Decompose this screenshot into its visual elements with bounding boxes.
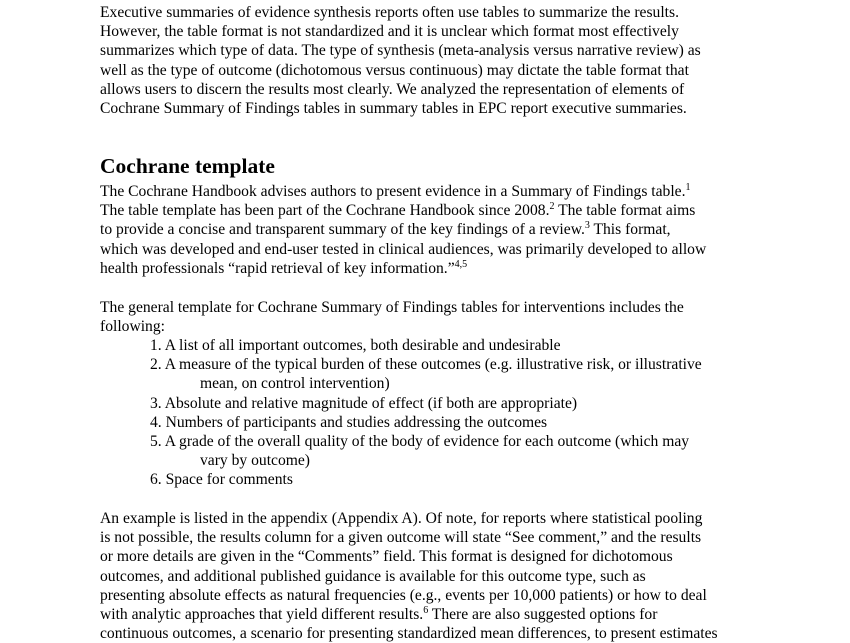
citation-4-5: 4,5 (454, 258, 468, 270)
para3-line-1: An example is listed in the appendix (Appendix A). Of note, for reports where statistical pooling (100, 510, 703, 527)
intro-paragraph (100, 3, 760, 118)
para2-line-2: following: (100, 318, 165, 336)
para1-line-5-text: health professionals “rapid retrieval of key information.” (100, 259, 455, 277)
para1-line-2-tail: The table format aims (554, 202, 696, 220)
template-elements-list (100, 336, 760, 490)
list-item: 1. A list of all important outcomes, both desirable and undesirable (150, 337, 561, 354)
citation-6: 6 (423, 604, 429, 616)
list-item-continuation: mean, on control intervention) (200, 375, 390, 393)
para3-line-5: presenting absolute effects as natural frequencies (e.g., events per 10,000 patients) or how to deal (100, 586, 707, 604)
para3-line-3: or more details are given in the “Comments” field. This format is designed for dichotomous (100, 548, 673, 566)
para1-line-2 (100, 201, 760, 220)
para1-line-4: which was developed and end-user tested in clinical audiences, was primarily developed to allow (100, 240, 707, 258)
intro-line-3: summarizes which type of data. The type of synthesis (meta-analysis versus narrative review) as (100, 42, 701, 60)
list-item: 3. Absolute and relative magnitude of effect (if both are appropriate) (150, 394, 578, 412)
list-item: 5. A grade of the overall quality of the body of evidence for each outcome (which may (150, 432, 690, 450)
para3-line-6-text: with analytic approaches that yield different results. (100, 605, 424, 623)
list-item: 2. A measure of the typical burden of these outcomes (e.g. illustrative risk, or illustrative (150, 356, 702, 374)
intro-line-2: However, the table format is not standardized and it is unclear which format most effectively (100, 23, 679, 41)
citation-2: 2 (549, 201, 555, 213)
intro-line-5: allows users to discern the results most clearly. We analyzed the representation of elements of (100, 80, 685, 98)
para1-line-1-text: The Cochrane Handbook advises authors to present evidence in a Summary of Findings table. (100, 183, 686, 200)
para1-line-2-text: The table template has been part of the Cochrane Handbook since 2008. (100, 202, 550, 220)
list-item: 6. Space for comments (150, 471, 293, 489)
para1-line-3-text: to provide a concise and transparent summary of the key findings of a review. (100, 221, 585, 239)
intro-line-1: Executive summaries of evidence synthesis reports often use tables to summarize the results. (100, 4, 679, 21)
para3-line-6-tail: There are also suggested options for (428, 605, 658, 623)
cochrane-handbook-paragraph (100, 182, 760, 278)
para2-line-1: The general template for Cochrane Summary of Findings tables for interventions includes the (100, 299, 684, 316)
appendix-example-paragraph (100, 509, 760, 643)
list-item-continuation: vary by outcome) (200, 452, 310, 470)
citation-1: 1 (685, 182, 691, 193)
list-item: 4. Numbers of participants and studies addressing the outcomes (150, 413, 548, 431)
para3-line-7: continuous outcomes, a scenario for presenting standardized mean differences, to present estimates (100, 625, 718, 643)
para1-line-1 (100, 182, 760, 201)
section-heading: Cochrane template (100, 154, 275, 178)
intro-line-6: Cochrane Summary of Findings tables in summary tables in EPC report executive summaries. (100, 99, 687, 117)
para3-line-6 (100, 605, 760, 624)
para1-line-3-tail: This format, (589, 221, 671, 239)
intro-line-4: well as the type of outcome (dichotomous versus continuous) may dictate the table format that (100, 61, 689, 79)
para3-line-2: is not possible, the results column for a given outcome will state “See comment,” and the results (100, 529, 702, 547)
para1-line-5 (100, 259, 760, 278)
para3-line-4: outcomes, and additional published guidance is available for this outcome type, such as (100, 567, 646, 585)
template-intro-paragraph (100, 298, 760, 336)
citation-3: 3 (584, 220, 590, 232)
para1-line-3 (100, 220, 760, 239)
